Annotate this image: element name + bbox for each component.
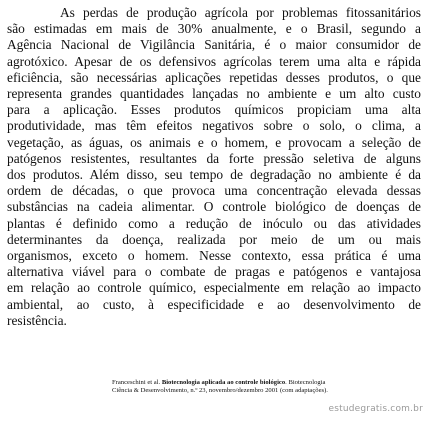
paragraph-line: representa grandes quantidades lançadas no ambiente e um alto custo (7, 86, 421, 102)
citation-title: Biotecnologia aplicada ao controle biológico (161, 379, 286, 386)
paragraph-line: são estimadas em mais de 30% anualmente, e o Brasil, segundo a (7, 21, 421, 37)
paragraph-line: substâncias na cadeia alimentar. O controle biológico de doenças de (7, 199, 421, 215)
paragraph-line: ambiental, ao custo, à especificidade e ao desenvolvimento de (7, 296, 421, 312)
paragraph-line: em relação ao controle químico, especialmente em relação ao impacto (7, 280, 421, 296)
paragraph-line: vegetação, as águas, os animais e o homem, e provocam a seleção de (7, 134, 421, 150)
citation-details: Ciência & Desenvolvimento, n.º 23, novembro/dezembro 2001 (com adaptações). (112, 387, 328, 394)
citation-journal: . Biotecnologia (285, 379, 326, 386)
paragraph-line: Agência Nacional de Vigilância Sanitária, é o maior consumidor de (7, 37, 421, 53)
paragraph-line: eficiência, são necessárias aplicações repetidas desses produtos, o que (7, 69, 421, 85)
paragraph-line: para a aplicação. Esses produtos químicos propiciam uma alta (7, 102, 421, 118)
paragraph-line: dos produtos. Além disso, seu tempo de degradação no ambiente é da (7, 167, 421, 183)
paragraph-line: agrotóxico. Apesar de os defensivos agrícolas terem uma alta e rápida (7, 53, 421, 69)
paragraph-line: resistência. (7, 312, 67, 328)
site-watermark: estudegratis.com.br (328, 404, 423, 414)
source-citation (112, 378, 419, 395)
paragraph-line: plantas é definido como a redução de inóculo ou das atividades (7, 215, 421, 231)
citation-authors: Franceschini et al. (112, 379, 161, 386)
paragraph-line: produtividade, mas têm efeitos negativos sobre o solo, o clima, a (7, 118, 421, 134)
paragraph-line: determinantes da doença, realizada por meio de um ou mais (7, 231, 421, 247)
paragraph-line: As perdas de produção agrícola por problemas fitossanitários (60, 5, 421, 20)
paragraph-line: organismos, exceto o homem. Nesse contexto, essa prática é uma (7, 248, 421, 264)
main-paragraph (7, 5, 421, 329)
paragraph-line: ordem de décadas, o que provoca uma concentração elevada dessas (7, 183, 421, 199)
paragraph-line: alternativa viável para o combate de pragas e patógenos e vantajosa (7, 264, 421, 280)
paragraph-line: patógenos resistentes, resultantes da forte pressão seletiva de alguns (7, 150, 421, 166)
